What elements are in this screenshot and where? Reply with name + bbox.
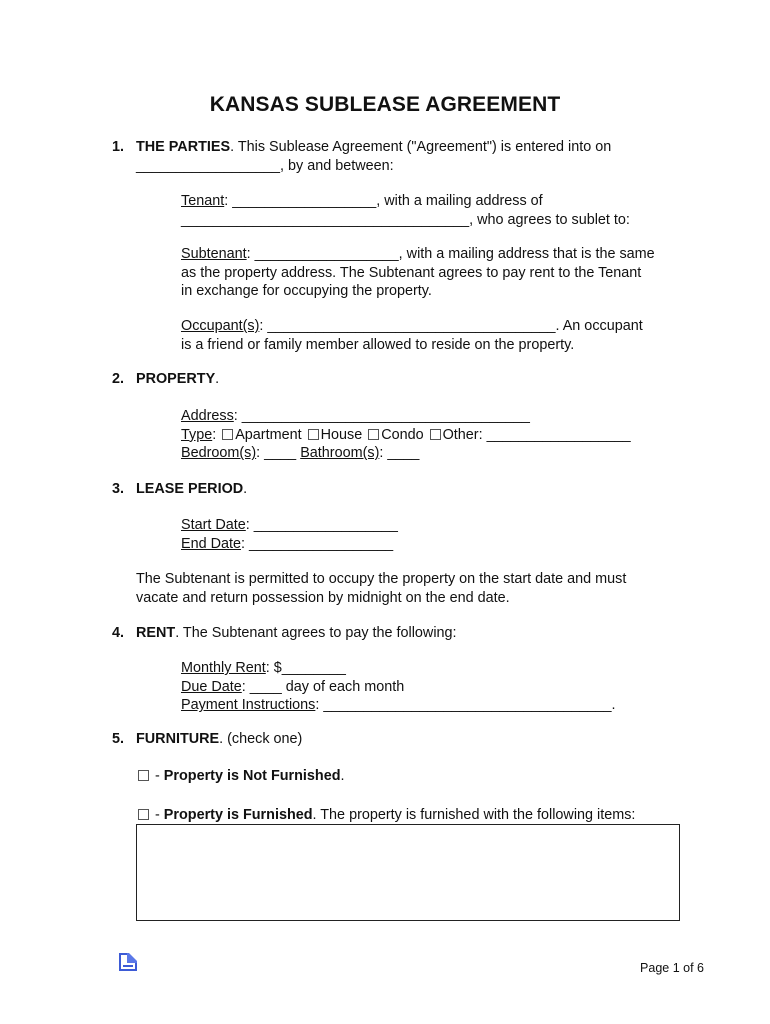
tenant-block (181, 192, 681, 229)
monthly-rent-label: Monthly Rent (181, 660, 266, 676)
address-label: Address (181, 408, 234, 424)
section-heading: THE PARTIES (136, 139, 231, 155)
bathrooms-field[interactable]: : ____ (379, 445, 420, 462)
subtenant-block: Subtenant: __________________, with a mailing address that is the same as the property address. The Subtenant agrees to pay rent to the Tenant in exchange for occupying the property. (181, 246, 655, 300)
document-page: KANSAS SUBLEASE AGREEMENT 1. THE PARTIES. This Sublease Agreement ("Agreement") is entered into on __________________, by and between: Tenant: __________________, with a mailing address of ____________________________________, who agrees to sublet to: Subtenant: __________________, with a mailing address that is the same as the property address. The Subtenant agrees to pay rent to the Tenant in exchange for occupying the property. Occupant(s): ____________________________________. An occupant is a friend or family member allowed to reside on the property. 2. PROPERTY. Address: ____________________________________ Type: Apartment House Condo Other: __________________ Bedroom(s): ____ Bathroom(s): ____ 3. LEASE PERIOD. Start Date: __________________ End Date: __________________ The Subtenant is permitted to occupy the property on the start date and must vacate and return possession by midnight on the end date. 4. RENT. The Subtenant agrees to pay the following: Monthly Rent: $________ Due Date: ____ day of each month Payment Instructions: ____________________________________. 5. FURNITURE. (check one) - Property is Not Furnished. - Property is Furnished. The property is furnished with the following items: Page 1 of 6 (0, 0, 770, 1024)
furnished-items-box[interactable] (136, 824, 680, 921)
section-heading: FURNITURE (136, 731, 220, 747)
document-title: KANSAS SUBLEASE AGREEMENT (209, 93, 561, 116)
occupant-label: Occupant(s) (181, 318, 260, 334)
furnished-checkbox[interactable] (138, 809, 149, 820)
occupant-field[interactable]: : ____________________________________. An occupant (259, 318, 643, 334)
agreement-date-field[interactable]: __________________, by and between: (136, 157, 394, 174)
rent-details (181, 659, 681, 715)
due-date-field[interactable]: : ____ day of each month (241, 678, 405, 695)
condo-checkbox[interactable] (368, 429, 379, 440)
due-date-label: Due Date (181, 678, 242, 695)
payment-instructions-label: Payment Instructions (181, 697, 316, 714)
section-heading: RENT (136, 625, 176, 641)
subtenant-name-field[interactable]: : __________________, with a mailing address that is the same (246, 246, 655, 262)
tenant-label: Tenant (181, 193, 225, 209)
other-checkbox[interactable] (430, 429, 441, 440)
tenant-name-field[interactable]: : __________________, with a mailing address of (224, 193, 543, 209)
section-number: 1. (112, 139, 125, 155)
apartment-checkbox[interactable] (222, 429, 233, 440)
page-number: Page 1 of 6 (640, 961, 704, 975)
section-number: 4. (112, 625, 125, 641)
section-heading: PROPERTY (136, 371, 216, 387)
monthly-rent-field[interactable]: : $________ (265, 660, 346, 676)
house-checkbox[interactable] (308, 429, 319, 440)
bathrooms-label: Bathroom(s) (300, 445, 380, 462)
payment-instructions-field[interactable]: : ____________________________________. (315, 697, 616, 714)
property-details: Address: ____________________________________ Type: Apartment House Condo Other: __________________ Bedroom(s): ____ Bathroom(s): ____ (181, 408, 631, 462)
section-number: 3. (112, 481, 125, 497)
document-logo-icon (116, 951, 138, 973)
end-date-field[interactable]: : __________________ (241, 535, 394, 552)
tenant-address-field[interactable]: ____________________________________, who agrees to sublet to: (181, 211, 630, 228)
start-date-label: Start Date (181, 517, 246, 533)
section-number: 2. (112, 371, 125, 387)
other-type-field[interactable]: Other: __________________ (442, 426, 631, 443)
bedrooms-field[interactable]: : ____ (256, 445, 297, 462)
not-furnished-checkbox[interactable] (138, 770, 149, 781)
type-label: Type (181, 426, 213, 443)
section-heading: LEASE PERIOD (136, 481, 244, 497)
subtenant-label: Subtenant (181, 246, 247, 262)
end-date-label: End Date (181, 535, 242, 552)
lease-dates (181, 516, 681, 553)
address-field[interactable]: : ____________________________________ (233, 408, 530, 424)
start-date-field[interactable]: : __________________ (245, 517, 398, 533)
occupant-block: Occupant(s): ____________________________________. An occupant is a friend or family member allowed to reside on the property. (181, 318, 643, 353)
bedrooms-label: Bedroom(s) (181, 445, 257, 462)
section-number: 5. (112, 731, 125, 747)
